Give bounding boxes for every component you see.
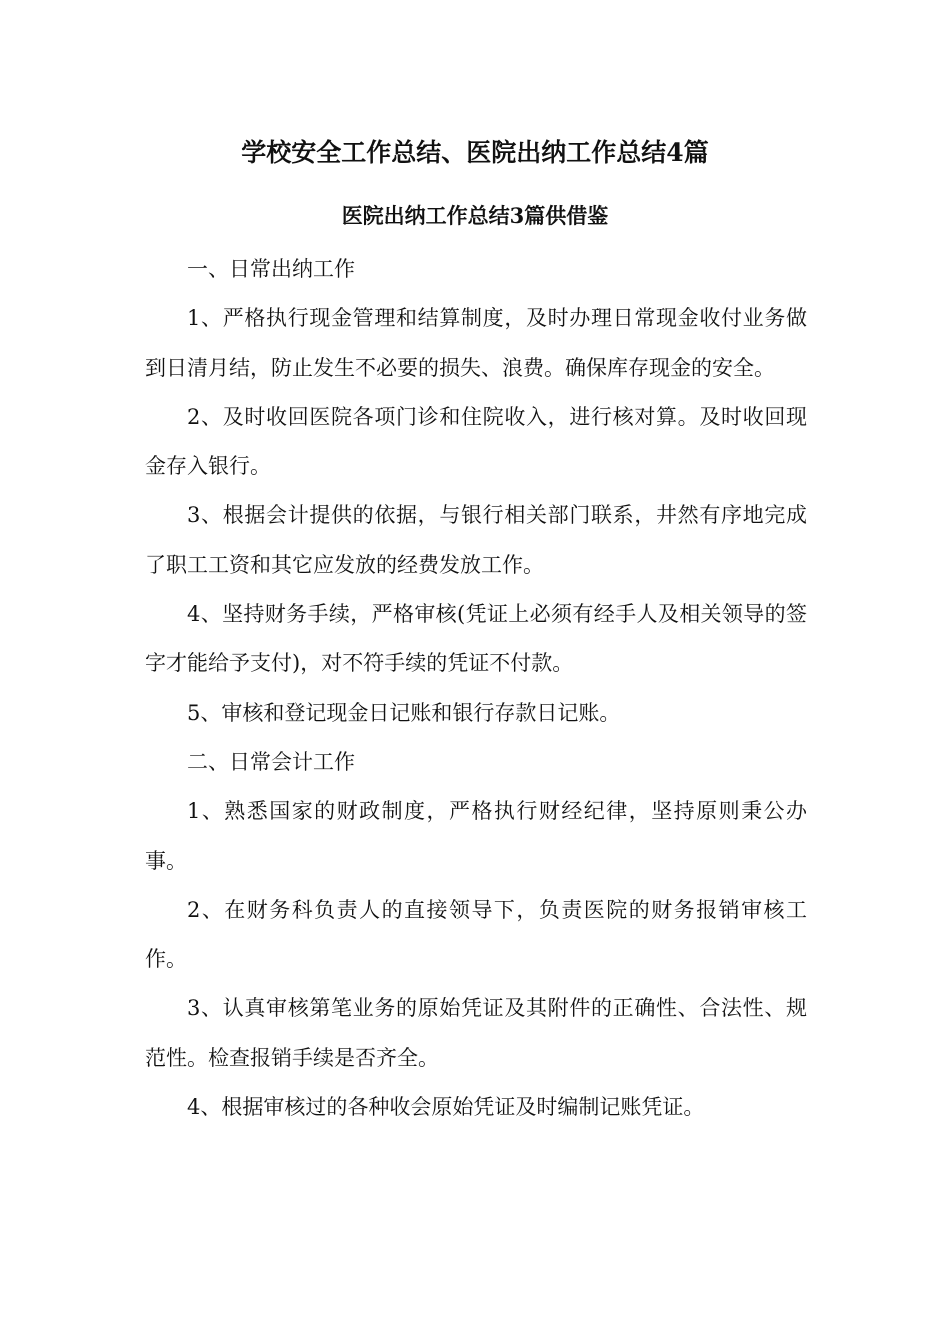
document-body <box>145 245 807 1132</box>
paragraph: 2、在财务科负责人的直接领导下，负责医院的财务报销审核工作。 <box>145 897 807 972</box>
paragraph: 4、根据审核过的各种收会原始凭证及时编制记账凭证。 <box>187 1095 705 1120</box>
paragraph: 1、严格执行现金管理和结算制度，及时办理日常现金收付业务做到日清月结，防止发生不必要的损失、浪费。确保库存现金的安全。 <box>145 306 807 380</box>
section-heading-daily-accounting: 二、日常会计工作 <box>187 749 355 774</box>
paragraph: 2、及时收回医院各项门诊和住院收入，进行核对算。及时收回现金存入银行。 <box>145 404 807 479</box>
paragraph: 1、熟悉国家的财政制度，严格执行财经纪律，坚持原则秉公办事。 <box>145 799 807 873</box>
paragraph: 3、认真审核第笔业务的原始凭证及其附件的正确性、合法性、规范性。检查报销手续是否齐全。 <box>145 996 807 1070</box>
paragraph: 5、审核和登记现金日记账和银行存款日记账。 <box>187 700 621 725</box>
paragraph: 4、坚持财务手续，严格审核(凭证上必须有经手人及相关领导的签字才能给予支付)，对不符手续的凭证不付款。 <box>145 602 807 676</box>
section-heading-daily-cashier: 一、日常出纳工作 <box>187 257 355 281</box>
document-subtitle: 医院出纳工作总结3篇供借鉴 <box>341 203 609 228</box>
document-title: 学校安全工作总结、医院出纳工作总结4篇 <box>241 138 709 167</box>
paragraph: 3、根据会计提供的依据，与银行相关部门联系，井然有序地完成了职工工资和其它应发放的经费发放工作。 <box>145 503 807 577</box>
